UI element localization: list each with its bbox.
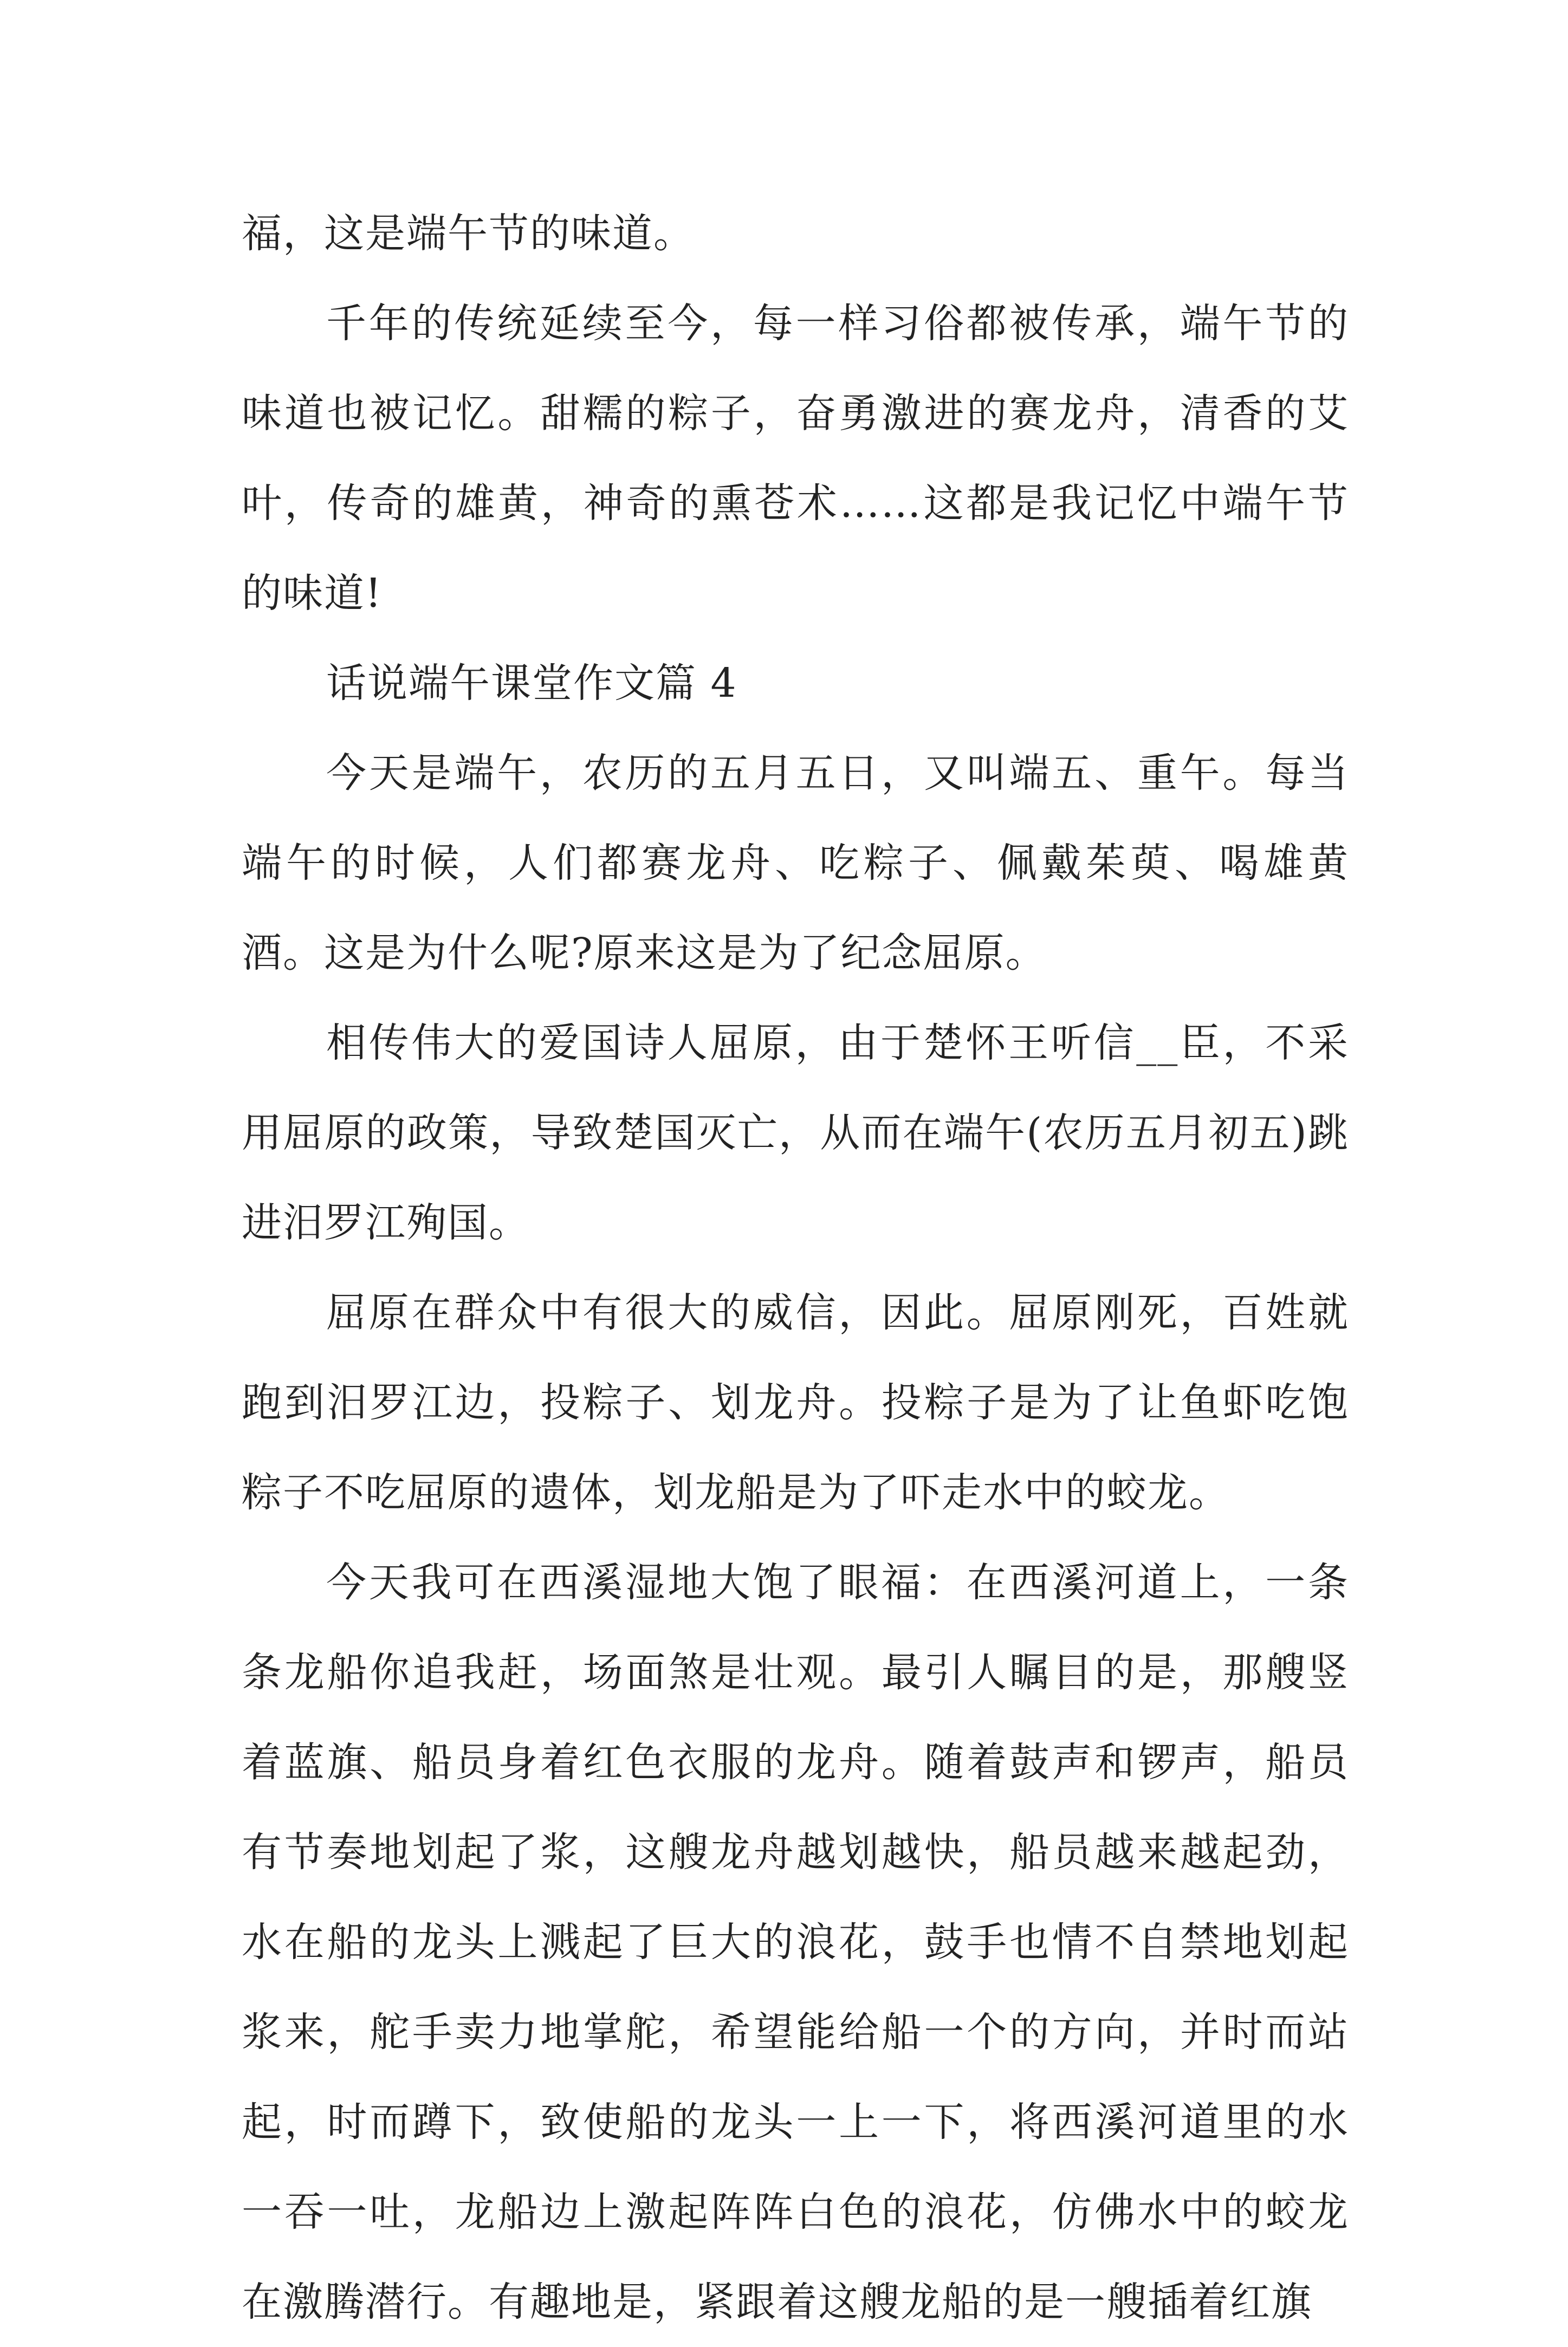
paragraph-duanwu-intro: 今天是端午，农历的五月五日，又叫端五、重午。每当端午的时候，人们都赛龙舟、吃粽子、佩戴茱萸、喝雄黄酒。这是为什么呢?原来这是为了纪念屈原。	[242, 750, 1349, 976]
paragraph-xixi-race: 今天我可在西溪湿地大饱了眼福：在西溪河道上，一条条龙船你追我赶，场面煞是壮观。最引人瞩目的是，那艘竖着蓝旗、船员身着红色衣服的龙舟。随着鼓声和锣声，船员有节奏地划起了浆，这艘龙舟越划越快，船员越来越起劲，水在船的龙头上溅起了巨大的浪花，鼓手也情不自禁地划起浆来，舵手卖力地掌舵，希望能给船一个的方向，并时而站起，时而蹲下，致使船的龙头一上一下，将西溪河道里的水一吞一吐，龙船边上激起阵阵白色的浪花，仿佛水中的蛟龙在激腾潜行。有趣地是，紧跟着这艘龙船的是一艘插着红旗	[242, 1559, 1349, 2325]
paragraph-qu-yuan-legend: 相传伟大的爱国诗人屈原，由于楚怀王听信__臣，不采用屈原的政策，导致楚国灭亡，从而在端午(农历五月初五)跳进汨罗江殉国。	[242, 1020, 1349, 1246]
paragraph-tradition: 千年的传统延续至今，每一样习俗都被传承，端午节的味道也被记忆。甜糯的粽子，奋勇激进的赛龙舟，清香的艾叶，传奇的雄黄，神奇的熏苍术……这都是我记忆中端午节的味道!	[242, 300, 1349, 617]
paragraph-continuation: 福，这是端午节的味道。	[242, 210, 695, 257]
paragraph-zongzi-dragon-boat: 屈原在群众中有很大的威信，因此。屈原刚死，百姓就跑到汨罗江边，投粽子、划龙舟。投粽子是为了让鱼虾吃饱粽子不吃屈原的遗体，划龙船是为了吓走水中的蛟龙。	[242, 1289, 1349, 1516]
article-body	[242, 189, 1349, 2347]
section-heading: 话说端午课堂作文篇 4	[326, 660, 737, 706]
